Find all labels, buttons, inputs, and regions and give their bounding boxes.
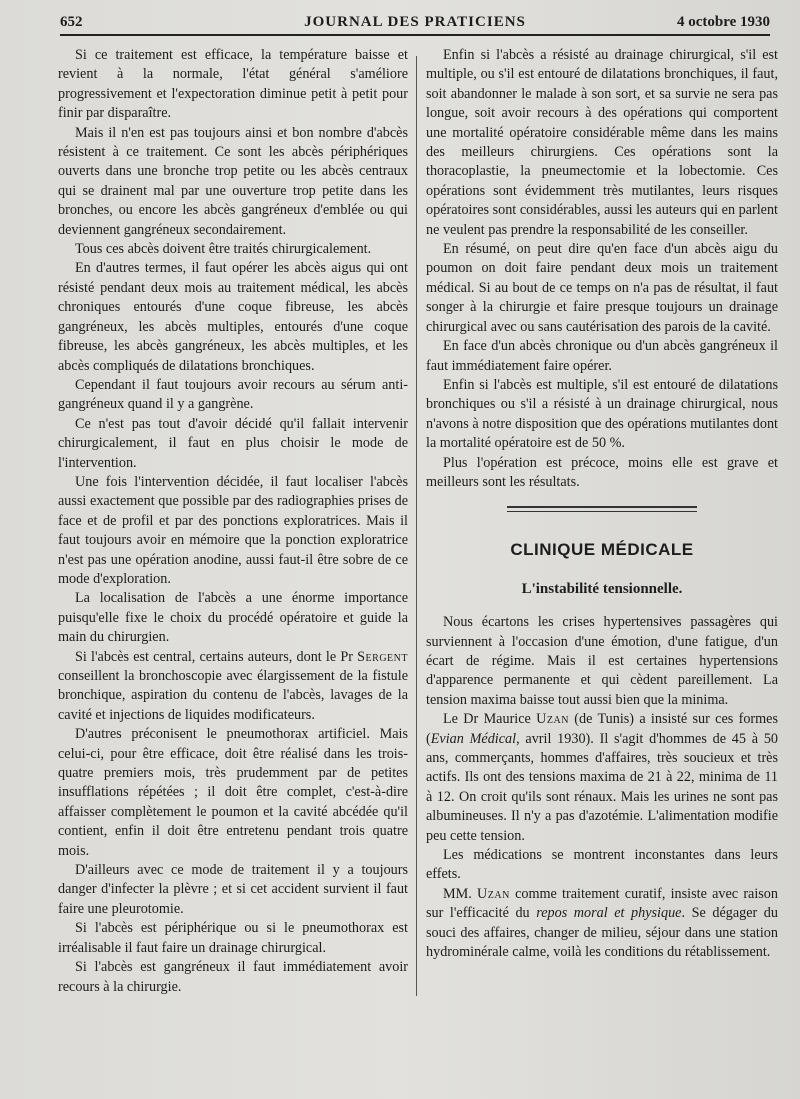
article-title: L'instabilité tensionnelle.	[521, 580, 683, 597]
paragraph: Enfin si l'abcès est multiple, s'il est entouré de dilatations bronchiques ou s'il a résisté à un drainage chirurgical, nous n'avons à notre disposition que des opérations mutilantes dont la mortalité opératoire est de 50 %.	[426, 376, 778, 452]
paragraph: D'autres préconisent le pneumothorax artificiel. Mais celui-ci, pour être efficace, doit être réalisé dans les trois-quatre premiers mois, très prudemment par de petites insufflations répétées ; il doit être complet, c'est-à-dire affaisser complètement le poumon et la cavité abcédée qu'il contient, enfin il doit être entretenu pendant trois quatre mois.	[58, 726, 408, 859]
header-rule	[60, 34, 770, 36]
issue-date: 4 octobre 1930	[676, 14, 770, 30]
right-column	[426, 46, 778, 962]
section-heading: CLINIQUE MÉDICALE	[510, 540, 694, 560]
paragraph-treatment	[426, 885, 778, 963]
text-run: , avril 1930). Il s'agit d'hommes de 45 à 50 ans, commerçants, hommes d'affaires, très soucieux et très actifs. Ils ont des tensions maxima de 21 à 22, minima de 11 à 12. On croit qu'ils sont rénaux. Mais les urines ne sont pas albumineuses. Il n'y a pas d'azotémie. L'alimentation modifie peu cette tension.	[426, 730, 779, 844]
paragraph: Si l'abcès est périphérique ou si le pneumothorax est irréalisable il faut faire un drainage chirurgical.	[58, 920, 408, 956]
paragraph: Si l'abcès est gangréneux il faut immédiatement avoir recours à la chirurgie.	[58, 959, 408, 995]
paragraph: En face d'un abcès chronique ou d'un abcès gangréneux il faut immédiatement faire opérer.	[426, 338, 778, 374]
text-run: Si l'abcès est central, certains auteurs, dont le Pr	[75, 648, 358, 665]
page-header	[60, 14, 770, 36]
paragraph-sergent	[58, 648, 408, 726]
text-run: conseillent la bronchoscopie avec élargissement de la fistule bronchique, aspiration du contenu de l'abcès, lavages de la cavité et injections de liquides modificateurs.	[58, 668, 408, 723]
text-run: MM.	[443, 885, 478, 902]
page-number: 652	[60, 14, 83, 30]
author-name: Uzan	[477, 885, 510, 902]
paragraph: D'ailleurs avec ce mode de traitement il y a toujours danger d'infecter la plèvre ; et si cet accident survient il faut faire une pleurotomie.	[58, 862, 408, 917]
paragraph: En d'autres termes, il faut opérer les abcès aigus qui ont résisté pendant deux mois au traitement médical, les abcès chroniques entourés d'une coque fibreuse, les abcès gangréneux, les abcès multiples, entourés d'une coque fibreuse, les abcès gangréneux, les abcès multiples, et les abcès compliqués de dilatations bronchiques.	[58, 260, 408, 374]
paragraph-uzan	[426, 710, 778, 846]
paragraph: Plus l'opération est précoce, moins elle est grave et meilleurs sont les résultats.	[426, 454, 778, 490]
text-run: Le Dr Maurice	[443, 711, 537, 728]
paragraph: Une fois l'intervention décidée, il faut localiser l'abcès aussi exactement que possible par des radiographies prises de face et de profil et par des ponctions exploratrices. Mais il faut toujours avoir en mémoire que la ponction exploratrice n'est pas une opération anodine, aussi faut-il être sobre de ce mode d'exploration.	[58, 473, 408, 587]
paragraph: Cependant il faut toujours avoir recours au sérum anti-gangréneux quand il y a gangrène.	[58, 376, 408, 413]
paragraph: Enfin si l'abcès a résisté au drainage chirurgical, s'il est multiple, ou s'il est entouré de dilatations bronchiques, il faut, soit abandonner le malade à son sort, et sa survie ne sera pas longue, soit avoir recours à des opérations qui comportent une mortalité opératoire considérable même dans les mains des meilleurs chirurgiens. Ces opérations sont la thoracoplastie, la pneumectomie et la lobectomie. Ces opérations sont évidemment très mutilantes, leurs risques opératoires sont considérables, aussi les auteurs qui en parlent ne veulent pas prendre la responsabilité de les conseiller.	[426, 47, 778, 238]
author-name: Uzan	[536, 711, 569, 728]
source-title: Evian Médical	[430, 730, 517, 747]
paragraph: La localisation de l'abcès a une énorme importance puisqu'elle fixe le choix du procédé opératoire et guide la main du chirurgien.	[58, 590, 408, 646]
left-column	[58, 46, 408, 997]
journal-title: JOURNAL DES PRATICIENS	[304, 14, 526, 30]
text-run: comme traitement curatif, insiste avec raison sur l'efficacité du	[426, 885, 778, 922]
paragraph: Les médications se montrent inconstantes dans leurs effets.	[426, 847, 778, 883]
text-run: (de Tunis) a insisté sur ces formes (	[426, 711, 778, 747]
column-divider	[416, 56, 417, 996]
author-name: Sergent	[357, 648, 408, 665]
section-separator	[507, 506, 697, 512]
paragraph: Tous ces abcès doivent être traités chirurgicalement.	[75, 241, 372, 258]
paragraph: Mais il n'en est pas toujours ainsi et bon nombre d'abcès résistent à ce traitement. Ce sont les abcès périphériques ouverts dans une bronche trop petite ou les abcès centraux qui se drainent mal par une ouverture trop petite dans les bronches, ou encore les abcès gangréneux d'emblée ou qui deviennent gangréneux secondairement.	[58, 124, 408, 238]
paragraph: Nous écartons les crises hypertensives passagères qui surviennent à l'occasion d'une émotion, d'une fatigue, d'un écart de régime. Mais il est certaines hypertensions d'apparence permanente et qui cèdent pareillement. La tension maxima baisse tout aussi bien que la minima.	[426, 614, 778, 708]
paragraph: Ce n'est pas tout d'avoir décidé qu'il fallait intervenir chirurgicalement, il faut en plus choisir le mode de l'intervention.	[58, 415, 408, 471]
text-run: . Se dégager du souci des affaires, changer de milieu, séjour dans une station hydrominérale calme, voilà les conditions du rétablissement.	[426, 905, 778, 961]
paragraph: En résumé, on peut dire qu'en face d'un abcès aigu du poumon on doit faire pendant deux mois un traitement médical. Si au bout de ce temps on n'a pas de résultat, il faut songer à la chirurgie et faire presque toujours un drainage chirurgical avec ou sans cautérisation des parois de la cavité.	[426, 241, 778, 335]
paragraph: Si ce traitement est efficace, la température baisse et revient à la normale, l'état général s'améliore progressivement et l'expectoration diminue petit à petit pour finir par disparaître.	[58, 47, 408, 122]
emphasis: repos moral et physique	[536, 905, 682, 922]
